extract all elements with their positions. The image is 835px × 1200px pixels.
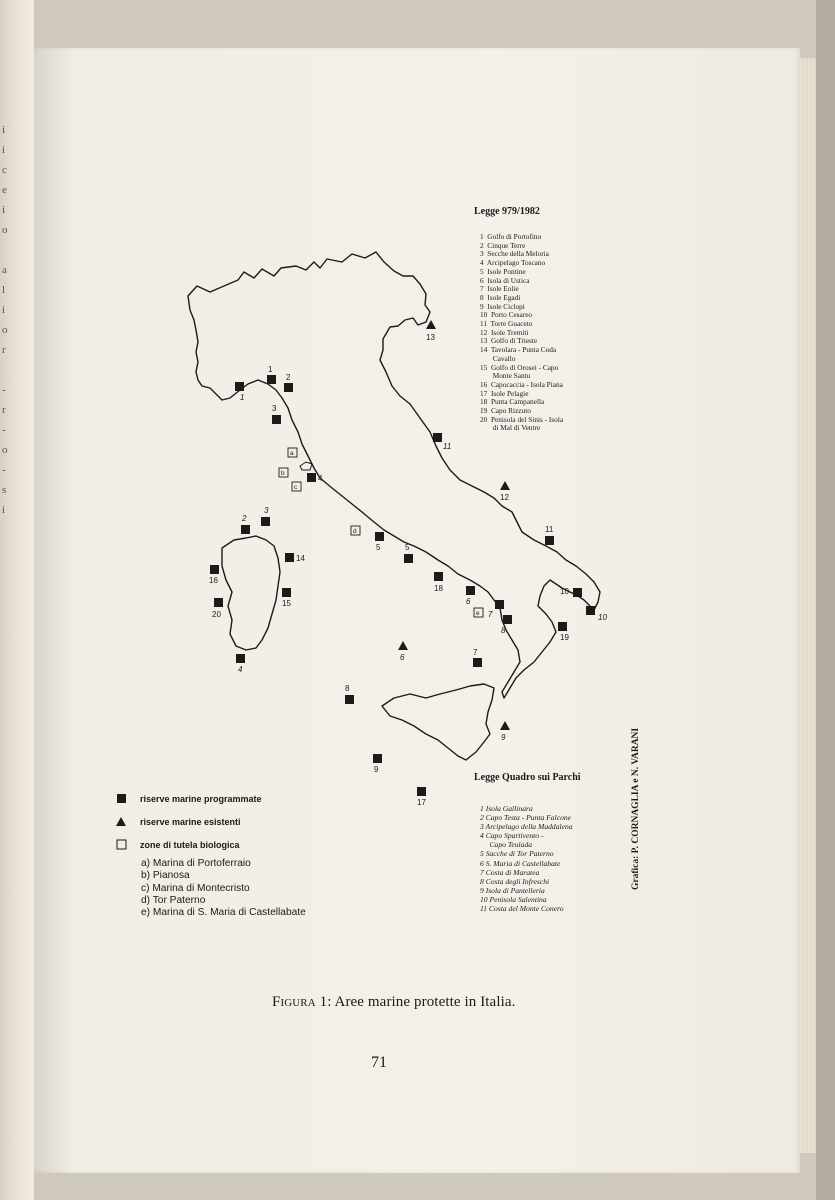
legend-979-item: 9 Isole Ciclopi [480,301,525,311]
marker-square-11 [545,536,554,545]
label-10: 10 [560,587,569,596]
legend-quadro-title: Legge Quadro sui Parchi [474,772,581,783]
zone-letter-a: a [290,450,294,457]
marker-square-q10 [586,606,595,615]
zone-letter-c: c [294,484,298,491]
zone-letter-d: d [353,528,357,535]
label-q6: 6 [466,597,471,606]
marker-square-16 [210,565,219,574]
label-q9t: 9 [501,733,506,742]
label-5b: 5 [405,543,410,552]
marker-triangle-13 [426,320,436,329]
figure-caption [272,994,515,1011]
marker-square-14 [285,553,294,562]
label-20: 20 [212,610,221,619]
marker-square-18 [434,572,443,581]
legend-979-item: 12 Isole Tremiti [480,327,529,337]
legend-quadro-item: 9 Isola di Pantelleria [480,885,545,895]
label-q7: 7 [488,610,493,619]
marker-square-q6 [466,586,475,595]
legend-979-item: 17 Isole Pelagie [480,388,529,398]
marker-square-7 [473,658,482,667]
sardinia-outline [222,536,280,650]
zone-item: e) Marina di S. Maria di Castellabate [141,907,306,919]
marker-square-15 [282,588,291,597]
key-zone-label: zone di tutela biologica [140,840,240,850]
zone-item: b) Pianosa [141,870,190,882]
elba-outline [300,462,312,470]
marker-square-10 [573,588,582,597]
legend-quadro-list [480,804,610,913]
label-12: 12 [500,493,509,502]
key-programmate-label: riserve marine programmate [140,794,262,804]
marker-square-20 [214,598,223,607]
label-q3: 3 [264,506,269,515]
legend-979-item: 10 Porto Cesareo [480,310,533,320]
legend-quadro-item: 1 Isola Gallinara [480,804,533,813]
legend-quadro-item: 2 Capo Testa - Punta Falcone [480,813,572,823]
legend-quadro-item: Capo Teulada [480,840,533,850]
label-11: 11 [545,525,554,534]
legend-979-item: 20 Penisola del Sinis - Isola [480,414,564,424]
legend-979-item: 7 Isole Eolie [480,284,519,294]
legend-979-item: di Mal di Ventre [480,423,541,433]
marker-triangle-q6 [398,641,408,650]
legend-979-item: 3 Secche della Meloria [480,249,549,259]
key-triangle-symbol [116,817,126,826]
key-esistenti-label: riserve marine esistenti [140,817,241,827]
graphic-credit: Grafica: P. CORNAGLIA e N. VARANI [631,727,641,890]
zone-item: a) Marina di Portoferraio [141,858,251,869]
key-open-square-symbol [117,840,126,849]
legend-979-item: 18 Punta Campanella [480,397,545,407]
legend-quadro-item: 3 Arcipelago della Maddalena [480,822,573,832]
legend-979-item: 8 Isole Egadi [480,292,521,302]
zone-list [141,858,306,919]
label-q2: 2 [242,514,247,523]
marker-square-5a [375,532,384,541]
label-q11: 11 [443,442,452,451]
label-3: 3 [272,404,277,413]
label-13: 13 [426,333,435,342]
marker-square-q1 [235,382,244,391]
legend-quadro-item: 8 Costa degli Infreschi [480,876,550,886]
legend-979-item: Cavallo [480,353,516,363]
marker-square-1 [267,375,276,384]
marker-square-q2 [241,525,250,534]
label-5a: 5 [376,543,381,552]
legend-quadro-item: 4 Capo Spartivento - [480,831,544,841]
zone-item: d) Tor Paterno [141,894,206,906]
label-19: 19 [560,633,569,642]
marker-square-2 [284,383,293,392]
legend-979-item: 1 Golfo di Portofino [480,232,542,241]
marker-square-17 [417,787,426,796]
left-page-text: i i c e i o a l i o r - r - o - s i [2,124,8,516]
marker-square-8 [345,695,354,704]
marker-square-q7 [495,600,504,609]
legend-979-item: Monte Santu [480,371,531,381]
figure-label: Figura 1 [272,994,328,1010]
legend-979-item: 6 Isola di Ustica [480,275,530,285]
legend-979-item: 5 Isole Pontine [480,266,526,276]
legend-979-title: Legge 979/1982 [474,206,540,217]
legend-quadro-item: 10 Penisola Salentina [480,894,547,904]
label-1: 1 [268,365,273,374]
key-square-symbol [117,794,126,803]
legend-979-item: 15 Golfo di Orosei - Capo [480,362,559,372]
label-q8: 8 [501,626,506,635]
legend-quadro-item: 11 Costa del Monte Conero [480,904,564,914]
label-q10: 10 [598,613,607,622]
marker-triangle-q9 [500,721,510,730]
marker-square-q8 [503,615,512,624]
sicily-outline [382,684,494,760]
label-q1: 1 [240,393,245,402]
label-q6t: 6 [400,653,405,662]
marker-square-4 [307,473,316,482]
legend-979-list [480,233,590,433]
squares-legge-979 [210,375,582,796]
label-4: 4 [318,474,323,483]
label-7: 7 [473,648,478,657]
label-17: 17 [417,798,426,807]
legend-979-item: 11 Torre Guaceto [480,319,533,329]
legend-quadro-item: 7 Costa di Maratea [480,867,540,877]
label-14: 14 [296,554,305,563]
marker-square-9 [373,754,382,763]
label-15: 15 [282,599,291,608]
legend-979-item: 16 Capocaccia - Isola Piana [480,379,563,389]
legend-979-item: 2 Cinque Terre [480,240,526,250]
legend-979-item: 13 Golfo di Trieste [480,336,538,346]
legend-quadro-item: 5 Sacche di Tor Paterno [480,849,554,859]
label-8: 8 [345,684,350,693]
zone-letter-e: e [476,610,480,617]
marker-square-q4 [236,654,245,663]
label-16: 16 [209,576,218,585]
legend-979-item: 4 Arcipelago Toscano [480,258,546,268]
page-number: 71 [371,1054,387,1071]
marker-square-5b [404,554,413,563]
marker-triangle-12 [500,481,510,490]
legend-979-item: 19 Capo Rizzuto [480,406,531,416]
label-q4: 4 [238,665,243,674]
marker-square-q11 [433,433,442,442]
marker-square-3 [272,415,281,424]
marker-square-q3 [261,517,270,526]
label-18: 18 [434,584,443,593]
labels-legge-quadro [238,393,607,742]
zone-item: c) Marina di Montecristo [141,882,250,894]
marker-square-19 [558,622,567,631]
label-2: 2 [286,373,291,382]
legend-979-item: 14 Tavolara - Punta Coda [480,345,557,355]
legend-quadro-item: 6 S. Maria di Castellabate [480,858,561,868]
label-9: 9 [374,765,379,774]
figure-caption-text: : Aree marine protette in Italia. [327,994,516,1010]
zone-letter-b: b [281,470,285,477]
